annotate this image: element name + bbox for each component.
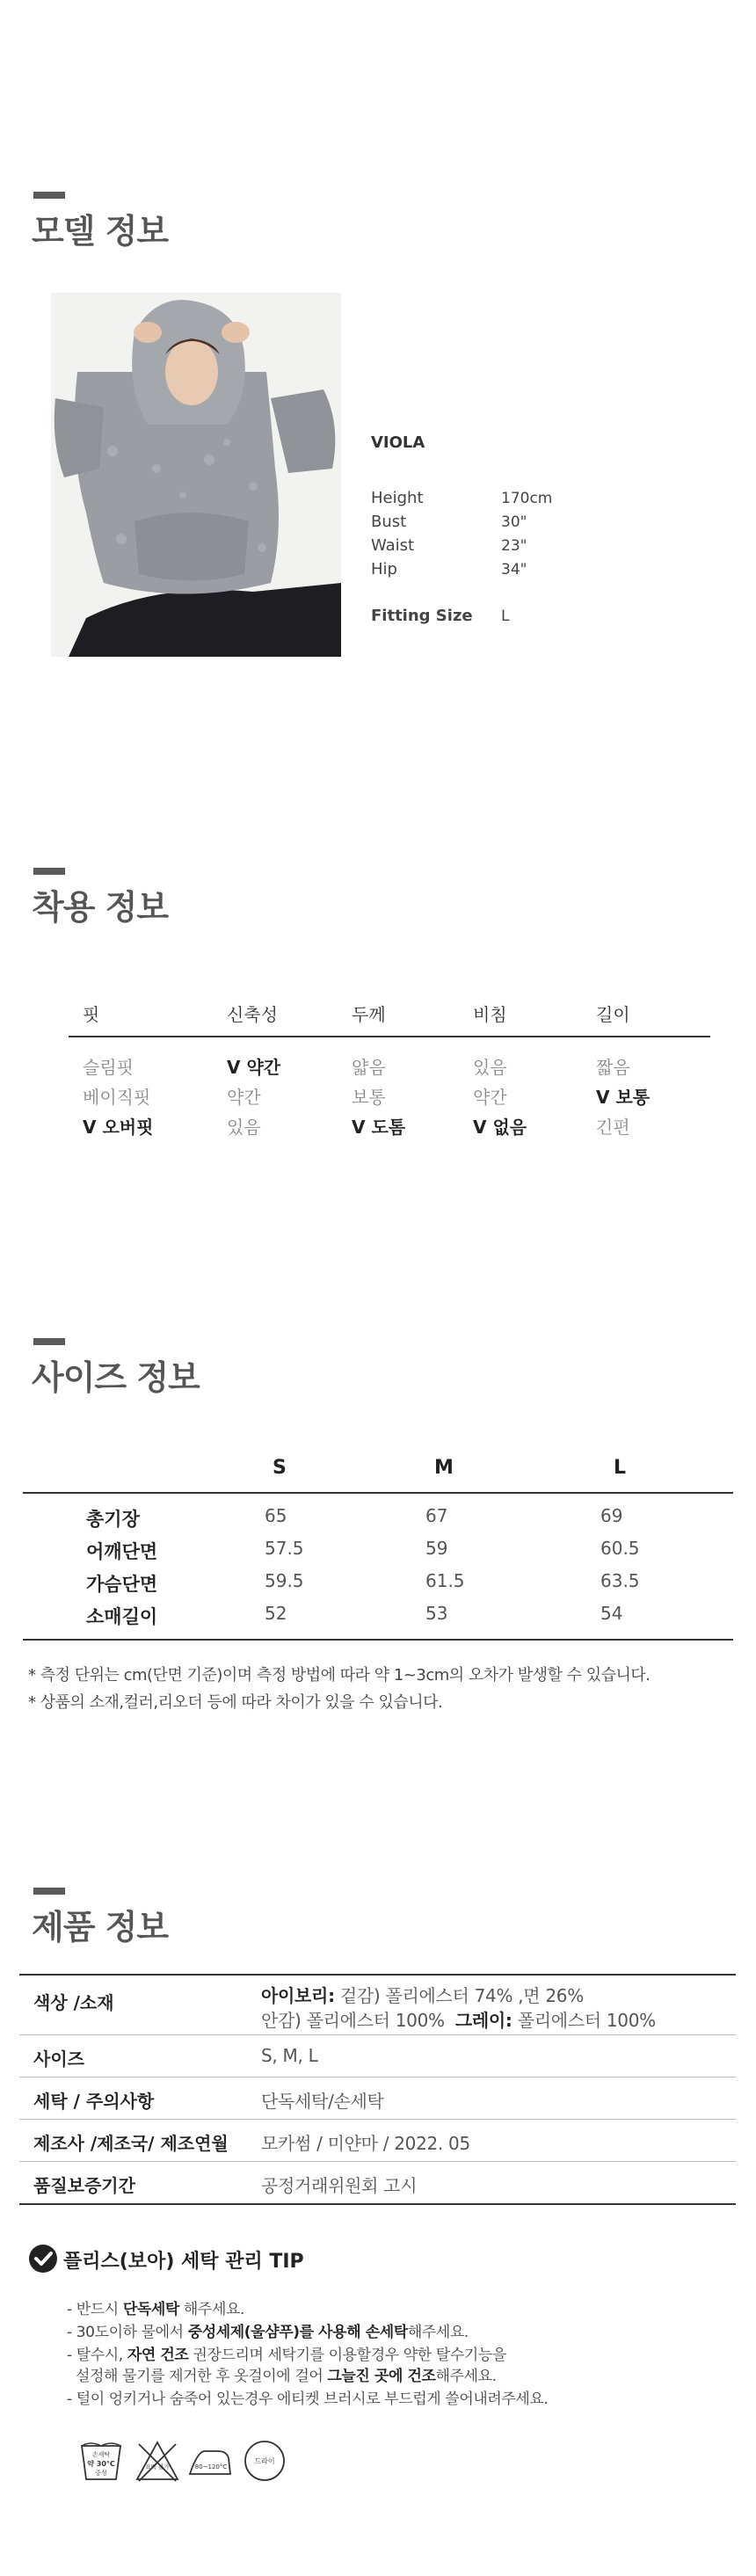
tip-emphasis: 그늘진 곳에 건조: [327, 2368, 436, 2385]
size-value: 63.5: [600, 1570, 640, 1591]
fit-cell: 긴편: [596, 1117, 630, 1138]
fit-cell: V 없음: [473, 1117, 527, 1138]
wash-bottom-text: 중성: [95, 2470, 107, 2477]
tip-emphasis: 자연 건조: [127, 2347, 189, 2364]
spec-label: Hip: [371, 560, 397, 579]
size-value: 60.5: [600, 1538, 640, 1559]
size-value: 57.5: [265, 1538, 304, 1559]
size-header: S: [273, 1457, 287, 1479]
spec-label: Waist: [371, 536, 415, 555]
product-row-divider: [19, 2161, 736, 2162]
iron-icon: [186, 2437, 234, 2485]
spec-label: Height: [371, 489, 424, 507]
tip-text: 해주세요.: [435, 2368, 497, 2385]
fit-cell: V 보통: [596, 1087, 651, 1108]
spec-value: 34": [501, 561, 527, 579]
tip-text: - 털이 엉키거나 숨죽어 있는경우 에티켓 브러시로 부드럽게 쓸어내려주세요.: [67, 2390, 549, 2408]
hand-wash-icon: [77, 2437, 125, 2485]
ivory-material: 겉감) 폴리에스터 74% ,면 26%: [334, 1985, 584, 2006]
no-bleach-icon: [134, 2437, 181, 2485]
section-bar: [33, 1338, 65, 1345]
fit-header: 핏: [83, 1004, 100, 1025]
product-row-divider: [19, 2034, 736, 2035]
tip-text: 권장드리며 세탁기를 이용할경우 약한 탈수기능을: [188, 2347, 506, 2364]
spec-value: 23": [501, 537, 527, 555]
size-header: M: [434, 1457, 454, 1479]
fit-cell: V 오버핏: [83, 1117, 154, 1138]
size-value: 67: [425, 1505, 448, 1526]
tip-text: 해주세요.: [407, 2324, 469, 2341]
fit-cell: 약간: [227, 1087, 261, 1108]
spec-value: 170cm: [501, 490, 553, 507]
check-circle-icon: [28, 2244, 58, 2274]
size-value: 61.5: [425, 1570, 465, 1591]
fit-header: 두께: [352, 1004, 386, 1025]
fit-cell: 약간: [473, 1087, 507, 1108]
wash-top-text: 손세탁: [91, 2451, 111, 2458]
fit-cell: V 도톰: [352, 1117, 406, 1138]
dry-text: 드라이: [254, 2457, 275, 2465]
tip-text: 설정해 물기를 제거한 후 옷걸이에 걸어: [67, 2368, 328, 2385]
fit-cell: 있음: [473, 1057, 507, 1078]
fitting-size-value: L: [501, 608, 510, 625]
size-value: 54: [600, 1603, 623, 1624]
fit-cell: 슬림핏: [83, 1057, 134, 1078]
wash-temp-text: 약 30°C: [87, 2460, 115, 2468]
size-value: 53: [425, 1603, 448, 1624]
size-row-label: 총기장: [86, 1509, 140, 1530]
size-value: 52: [265, 1603, 287, 1624]
tip-text: - 30도이하 물에서: [67, 2324, 188, 2341]
fitting-size-label: Fitting Size: [371, 607, 473, 625]
tip-emphasis: 중성세제(울샴푸)를 사용해 손세탁: [187, 2324, 408, 2341]
fit-cell: 베이직핏: [83, 1087, 151, 1108]
fit-cell: 짧음: [596, 1057, 630, 1078]
size-section-title: 사이즈 정보: [32, 1358, 200, 1397]
tip-title: 플리스(보아) 세탁 관리 TIP: [63, 2251, 304, 2273]
model-photo: [51, 293, 341, 657]
fit-header: 길이: [596, 1004, 630, 1025]
wash-caution-label: 세탁 / 주의사항: [33, 2091, 155, 2112]
tip-item: [67, 2386, 548, 2408]
tip-emphasis: 단독세탁: [122, 2301, 179, 2318]
spec-value: 30": [501, 513, 527, 531]
warranty-label: 품질보증기간: [33, 2175, 135, 2196]
manufacturer-label: 제조사 /제조국/ 제조연월: [33, 2133, 229, 2154]
size-value: 69: [600, 1505, 623, 1526]
model-section-title: 모델 정보: [32, 212, 169, 251]
model-illustration: [51, 293, 341, 657]
fit-section-title: 착용 정보: [32, 888, 169, 927]
material-line-1: [261, 1982, 584, 2007]
iron-temp-text: 80~120°C: [194, 2463, 228, 2470]
spec-label: Bust: [371, 513, 407, 531]
section-bar: [33, 1888, 65, 1895]
product-size-value: S, M, L: [261, 2045, 318, 2066]
manufacturer-value: 모카썸 / 미얀마 / 2022. 05: [261, 2133, 470, 2154]
color-gray: 그레이:: [454, 2010, 512, 2031]
wash-caution-value: 단독세탁/손세탁: [261, 2091, 384, 2112]
fit-cell: 얇음: [352, 1057, 386, 1078]
product-section-title: 제품 정보: [32, 1908, 169, 1947]
size-table-top-line: [23, 1492, 733, 1494]
fitting-size-row: [371, 607, 635, 629]
material-label: 색상 /소재: [33, 1992, 114, 2013]
tip-item: [67, 2363, 497, 2385]
size-row-label: 어깨단면: [86, 1541, 158, 1562]
size-value: 59.5: [265, 1570, 304, 1591]
material-line-2: [261, 2006, 656, 2032]
model-spec-row: [371, 536, 635, 559]
bleach-text: 표백 불가: [145, 2463, 170, 2470]
tip-text: 해주세요.: [178, 2301, 245, 2318]
product-row-divider: [19, 2119, 736, 2120]
tip-text: - 반드시: [67, 2301, 123, 2318]
size-note: * 상품의 소재,컬러,리오더 등에 따라 차이가 있을 수 있습니다.: [28, 1693, 443, 1712]
section-bar: [33, 192, 65, 199]
model-name: VIOLA: [371, 433, 425, 452]
tip-item: [67, 2342, 506, 2364]
size-value: 65: [265, 1505, 287, 1526]
model-spec-row: [371, 560, 635, 583]
color-ivory: 아이보리:: [261, 1985, 335, 2006]
product-table-bottom-line: [19, 2203, 736, 2205]
fit-cell: 있음: [227, 1117, 261, 1138]
fit-header: 비침: [473, 1004, 507, 1025]
warranty-value: 공정거래위원회 고시: [261, 2175, 418, 2196]
size-table-bottom-line: [23, 1639, 733, 1641]
size-header: L: [614, 1457, 627, 1479]
lining-material: 안감) 폴리에스터 100%: [261, 2010, 445, 2031]
fit-cell: 보통: [352, 1087, 386, 1108]
fit-cell: V 약간: [227, 1057, 281, 1078]
size-row-label: 가슴단면: [86, 1574, 158, 1595]
model-spec-row: [371, 513, 635, 535]
model-spec-row: [371, 489, 635, 512]
fit-header: 신축성: [227, 1004, 278, 1025]
size-value: 59: [425, 1538, 448, 1559]
size-note: * 측정 단위는 cm(단면 기준)이며 측정 방법에 따라 약 1~3cm의 오차가 발생할 수 있습니다.: [28, 1666, 651, 1685]
tip-text: - 탈수시,: [67, 2347, 127, 2364]
dry-clean-icon: [241, 2437, 288, 2485]
section-bar: [33, 868, 65, 875]
tip-item: [67, 2319, 469, 2341]
tip-item: [67, 2296, 244, 2318]
product-table-top-line: [19, 1974, 736, 1976]
size-row-label: 소매길이: [86, 1606, 158, 1627]
product-size-label: 사이즈: [33, 2048, 84, 2070]
product-row-divider: [19, 2077, 736, 2078]
fit-table-divider: [69, 1036, 710, 1037]
gray-material: 폴리에스터 100%: [512, 2010, 656, 2031]
